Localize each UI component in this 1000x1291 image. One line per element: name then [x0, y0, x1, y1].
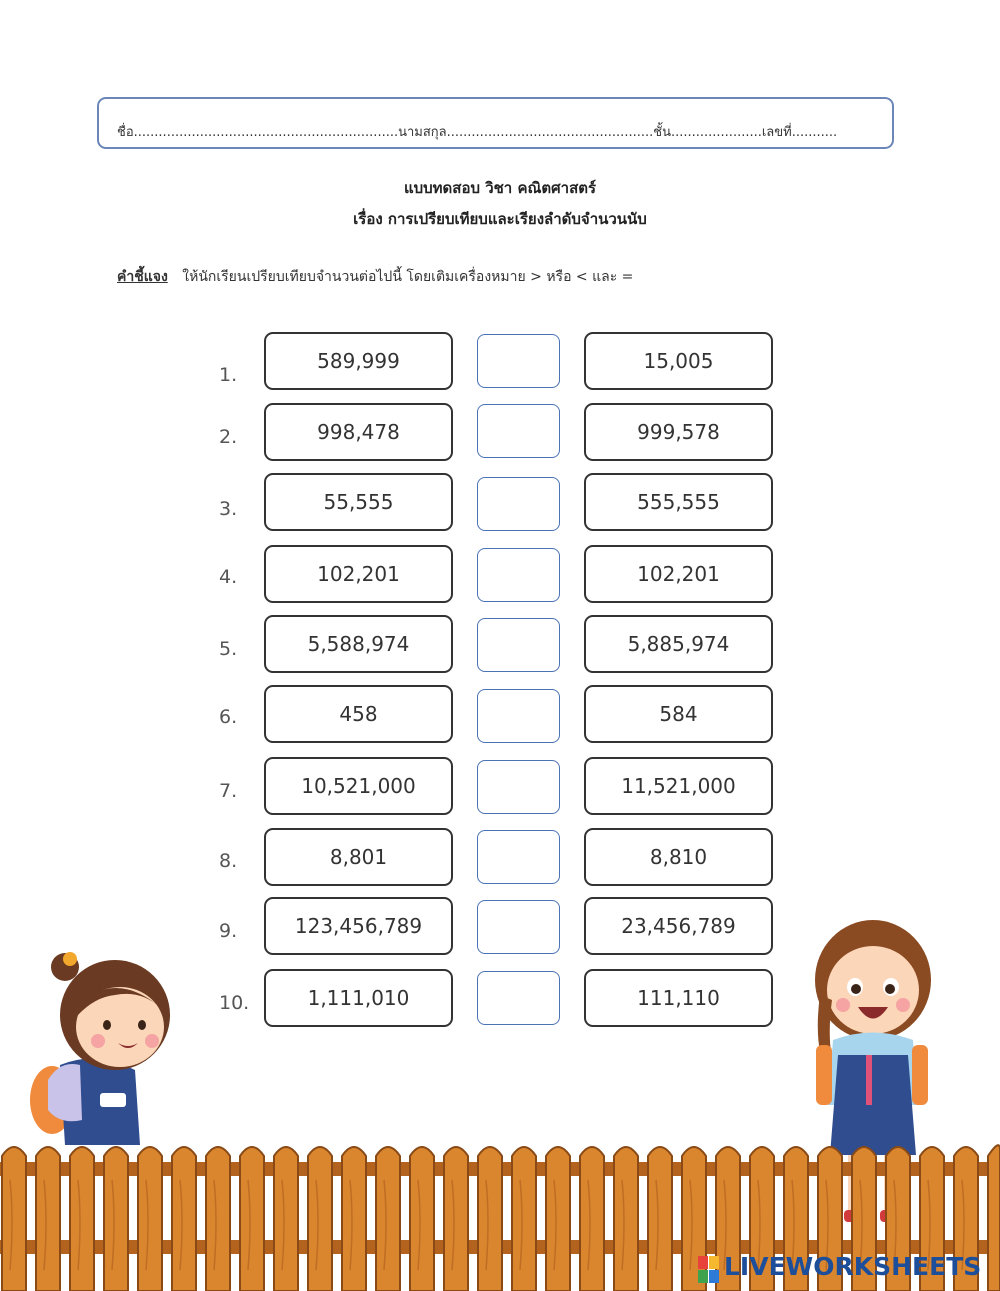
- instruction-text: ให้นักเรียนเปรียบเทียบจำนวนต่อไปนี้ โดยเติมเครื่องหมาย > หรือ < และ =: [182, 269, 634, 285]
- right-number-box: 102,201: [584, 545, 773, 603]
- instruction: [117, 266, 633, 288]
- right-number-box: 999,578: [584, 403, 773, 461]
- left-number-box: 102,201: [264, 545, 453, 603]
- question-number: 1.: [219, 364, 238, 386]
- liveworksheets-logo-icon: [698, 1256, 720, 1284]
- left-number-box: 10,521,000: [264, 757, 453, 815]
- answer-box[interactable]: [477, 830, 560, 884]
- answer-box[interactable]: [477, 334, 560, 388]
- liveworksheets-watermark: LIVEWORKSHEETS: [724, 1252, 982, 1281]
- answer-box[interactable]: [477, 477, 560, 531]
- question-number: 3.: [219, 498, 238, 520]
- right-number-box: 584: [584, 685, 773, 743]
- left-number-box: 458: [264, 685, 453, 743]
- right-number-box: 23,456,789: [584, 897, 773, 955]
- right-number-box: 15,005: [584, 332, 773, 390]
- student-info-box: [97, 97, 894, 149]
- right-number-box: 5,885,974: [584, 615, 773, 673]
- question-number: 9.: [219, 920, 238, 942]
- question-number: 5.: [219, 638, 238, 660]
- left-number-box: 55,555: [264, 473, 453, 531]
- answer-box[interactable]: [477, 971, 560, 1025]
- question-number: 10.: [219, 992, 250, 1014]
- answer-box[interactable]: [477, 689, 560, 743]
- answer-box[interactable]: [477, 404, 560, 458]
- test-subtitle: เรื่อง การเปรียบเทียบและเรียงลำดับจำนวนนับ: [353, 210, 647, 228]
- left-number-box: 589,999: [264, 332, 453, 390]
- test-title: แบบทดสอบ วิชา คณิตศาสตร์: [403, 179, 597, 197]
- right-number-box: 11,521,000: [584, 757, 773, 815]
- answer-box[interactable]: [477, 618, 560, 672]
- left-number-box: 998,478: [264, 403, 453, 461]
- answer-box[interactable]: [477, 548, 560, 602]
- left-number-box: 8,801: [264, 828, 453, 886]
- question-number: 4.: [219, 566, 238, 588]
- girl-with-backpack-illustration: [20, 945, 170, 1160]
- answer-box[interactable]: [477, 900, 560, 954]
- left-number-box: 123,456,789: [264, 897, 453, 955]
- question-number: 6.: [219, 706, 238, 728]
- student-info-line: ชื่อ................................................................นามสกุล..................................................ชั้น......................เลขที่...........: [117, 125, 838, 140]
- left-number-box: 5,588,974: [264, 615, 453, 673]
- question-number: 8.: [219, 850, 238, 872]
- question-number: 2.: [219, 426, 238, 448]
- right-number-box: 555,555: [584, 473, 773, 531]
- instruction-label: คำชี้แจง: [117, 269, 168, 285]
- left-number-box: 1,111,010: [264, 969, 453, 1027]
- question-number: 7.: [219, 780, 238, 802]
- right-number-box: 111,110: [584, 969, 773, 1027]
- right-number-box: 8,810: [584, 828, 773, 886]
- answer-box[interactable]: [477, 760, 560, 814]
